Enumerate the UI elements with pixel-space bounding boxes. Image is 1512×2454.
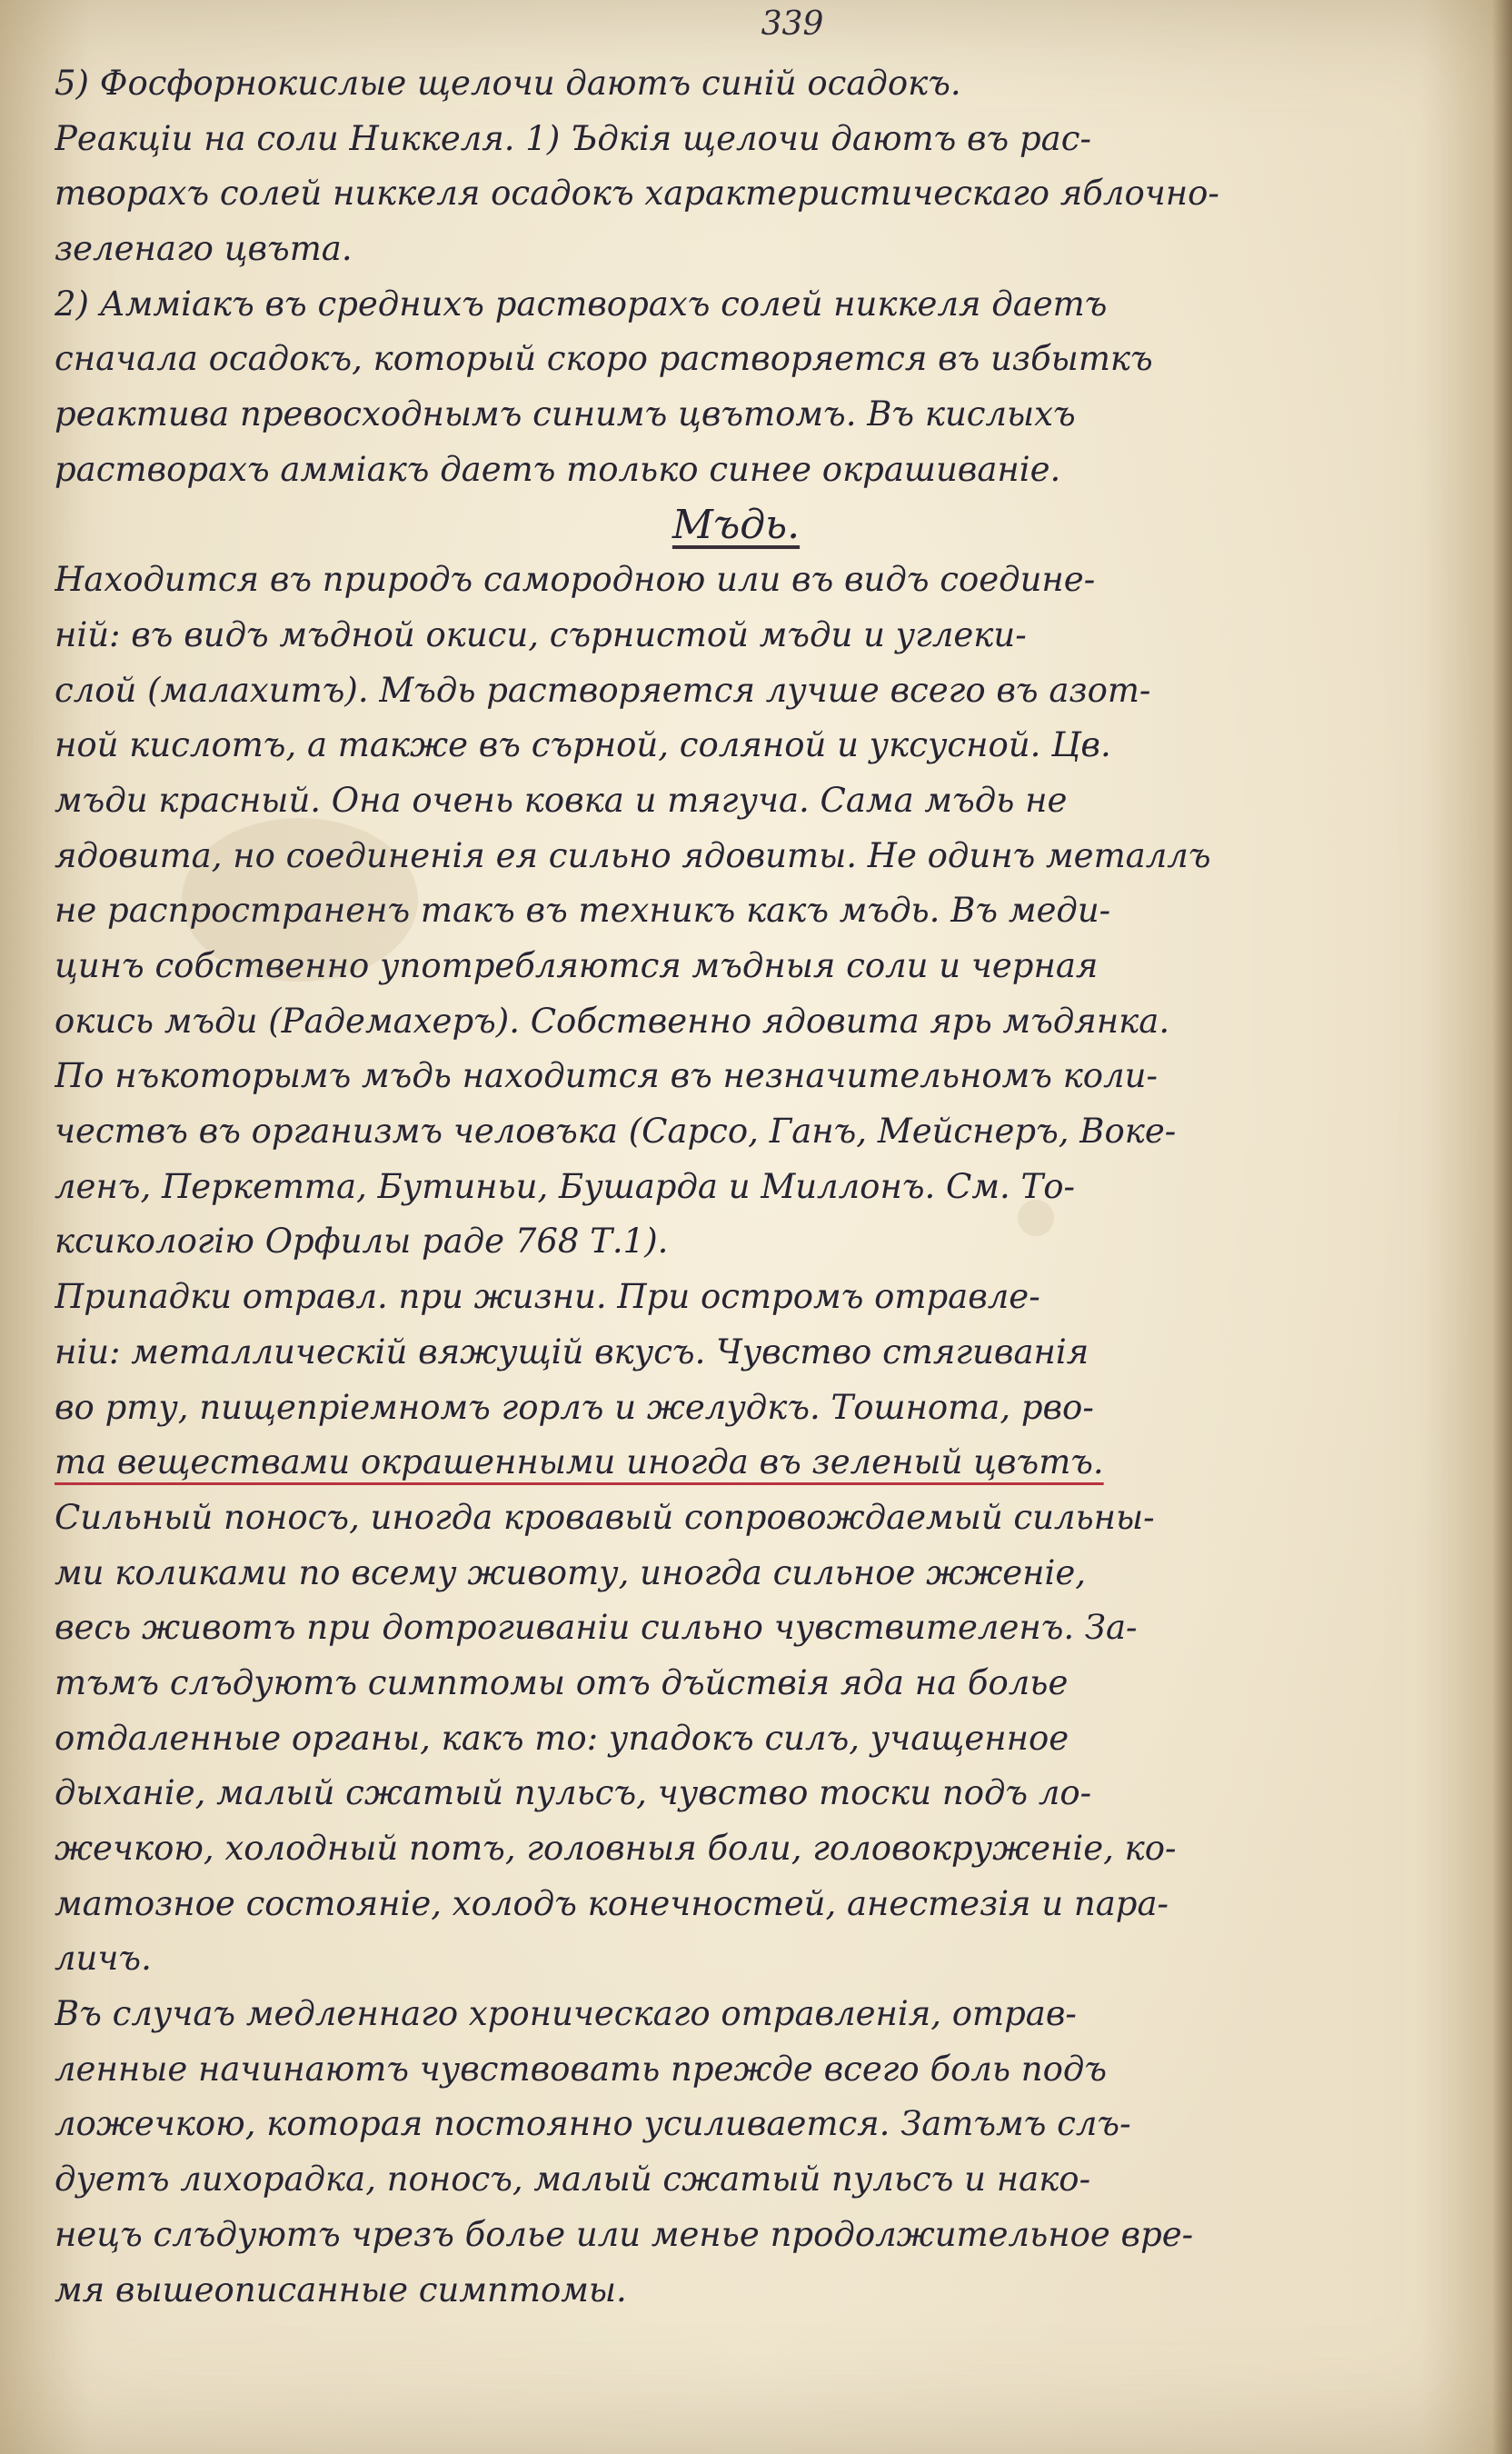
text-line: творахъ солей никкеля осадокъ характеристическаго яблочно-	[55, 174, 1219, 214]
text-line: жечкою, холодный потъ, головныя боли, головокруженіе, ко-	[55, 1829, 1177, 1868]
section-heading-text: Мъдь.	[671, 501, 801, 548]
text-line: во рту, пищепріемномъ горлъ и желудкъ. Тошнота, рво-	[55, 1387, 1094, 1427]
text-line: чествъ въ организмъ человъка (Сарсо, Ганъ, Мейснеръ, Воке-	[55, 1112, 1177, 1152]
text-line: Въ случаъ медленнаго хроническаго отравленія, отрав-	[55, 1994, 1077, 2034]
text-line: матозное состояніе, холодъ конечностей, анестезія и пара-	[55, 1883, 1169, 1923]
text-line: ной кислотъ, а также въ сърной, соляной и уксусной. Цв.	[55, 725, 1111, 765]
text-line	[55, 1435, 1418, 1491]
text-line: отдаленные органы, какъ то: упадокъ силъ, учащенное	[55, 1718, 1069, 1758]
text-line: Реакціи на соли Никкеля. 1) Ъдкія щелочи даютъ въ рас-	[55, 118, 1091, 158]
text-line: ксикологію Орфилы раде 768 Т.1).	[55, 1222, 669, 1262]
text-line: нецъ слъдуютъ чрезъ болье или менье продолжительное вре-	[55, 2214, 1194, 2254]
page-number: 339	[761, 5, 824, 43]
text-line: зеленаго цвъта.	[55, 229, 353, 269]
page-edge-shadow	[1492, 0, 1512, 2454]
text-line: ніи: металлическій вяжущій вкусъ. Чувство стягиванія	[55, 1332, 1089, 1372]
text-line: весь животъ при дотрогиваніи сильно чувствителенъ. За-	[55, 1608, 1138, 1648]
section-heading	[55, 498, 1418, 554]
handwritten-text	[55, 56, 1418, 2318]
text-line: сначала осадокъ, который скоро растворяется въ избыткъ	[55, 339, 1153, 379]
text-line: мъди красный. Она очень ковка и тягуча. Сама мъдь не	[55, 780, 1068, 820]
text-line: Сильный поносъ, иногда кровавый сопровождаемый сильны-	[55, 1497, 1155, 1537]
text-line: тъмъ слъдуютъ симптомы отъ дъйствія яда на болье	[55, 1662, 1069, 1702]
text-line: ній: въ видъ мъдной окиси, сърнистой мъди и углеки-	[55, 614, 1027, 654]
text-line: 5) Фосфорнокислые щелочи даютъ синій осадокъ.	[55, 64, 961, 103]
text-line: личъ.	[55, 1939, 152, 1979]
text-line: ми коликами по всему животу, иногда сильное жженіе,	[55, 1552, 1087, 1592]
text-line: дуетъ лихорадка, поносъ, малый сжатый пульсъ и нако-	[55, 2160, 1091, 2200]
text-line: реактива превосходнымъ синимъ цвътомъ. Въ кислыхъ	[55, 394, 1076, 434]
text-line: мя вышеописанные симптомы.	[55, 2269, 627, 2309]
text-line: 2) Амміакъ въ среднихъ растворахъ солей никкеля даетъ	[55, 284, 1108, 324]
text-line: дыханіе, малый сжатый пульсъ, чувство тоски подъ ло-	[55, 1773, 1092, 1813]
underlined-text: та веществами окрашенными иногда въ зеленый цвътъ.	[55, 1442, 1104, 1482]
text-line: цинъ собственно употребляются мъдныя соли и черная	[55, 946, 1099, 985]
text-line: ложечкою, которая постоянно усиливается. Затъмъ слъ-	[55, 2104, 1131, 2144]
text-line: растворахъ амміакъ даетъ только синее окрашиваніе.	[55, 449, 1061, 489]
text-line: ленные начинаютъ чувствовать прежде всего боль подъ	[55, 2049, 1108, 2089]
text-line: По нъкоторымъ мъдь находится въ незначительномъ коли-	[55, 1056, 1158, 1096]
text-line: ядовита, но соединенія ея сильно ядовиты. Не одинъ металлъ	[55, 835, 1211, 875]
text-line: слой (малахитъ). Мъдь растворяется лучше всего въ азот-	[55, 670, 1151, 710]
text-line: ленъ, Перкетта, Бутиньи, Бушарда и Миллонъ. См. То-	[55, 1166, 1075, 1206]
text-line: окись мъди (Радемахеръ). Собственно ядовита ярь мъдянка.	[55, 1001, 1170, 1041]
text-line: не распространенъ такъ въ техникъ какъ мъдь. Въ меди-	[55, 891, 1111, 931]
text-line: Припадки отравл. при жизни. При остромъ отравле-	[55, 1277, 1040, 1317]
text-line: Находится въ природъ самородною или въ видъ соедине-	[55, 560, 1096, 600]
